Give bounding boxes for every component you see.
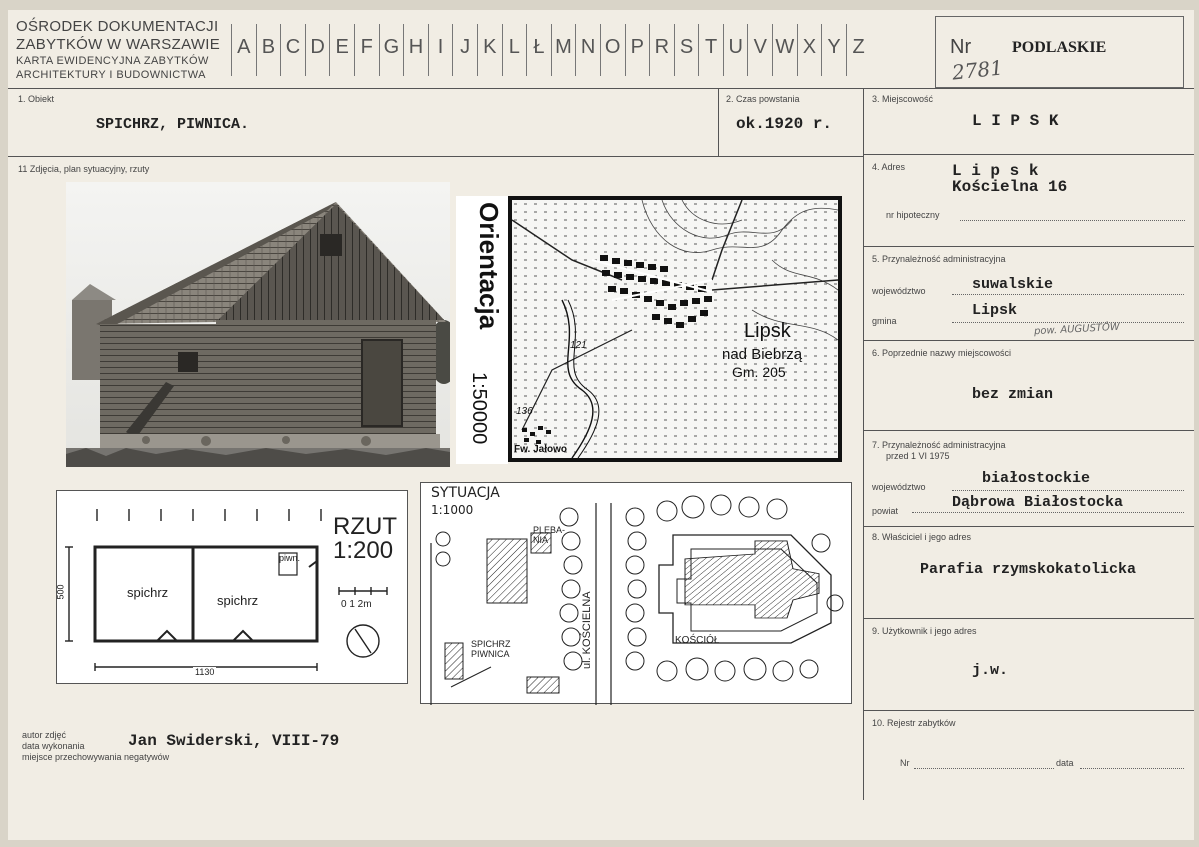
field2-value: ok.1920 r.: [736, 115, 833, 133]
footer-author-value: Jan Swiderski, VIII-79: [128, 732, 340, 750]
institution-line1: OŚRODEK DOKUMENTACJI: [16, 18, 219, 35]
room-1: spichrz: [127, 585, 169, 600]
divider: [863, 88, 864, 800]
dotted-line: [960, 220, 1185, 221]
alphabet-letter: W: [772, 24, 797, 76]
alphabet-index: [231, 24, 870, 76]
plan-scale: 1:200: [333, 537, 394, 564]
alphabet-letter: S: [674, 24, 699, 76]
divider: [718, 88, 719, 156]
dotted-line: [914, 768, 1054, 769]
label-street: ul. KOŚCIELNA: [581, 591, 593, 669]
field7-woj-label: województwo: [872, 482, 926, 492]
alphabet-letter: R: [649, 24, 674, 76]
map-town-sub: nad Biebrzą: [722, 346, 803, 363]
divider: [863, 430, 1194, 431]
orientation-scale-box: [460, 372, 504, 462]
dotted-line: [952, 294, 1184, 295]
dim-horizontal: 1130: [195, 667, 215, 677]
map-height-121: 121: [570, 340, 587, 351]
alphabet-letter: H: [403, 24, 428, 76]
institution-line2: ZABYTKÓW W WARSZAWIE: [16, 36, 221, 53]
divider: [863, 154, 1194, 155]
divider: [863, 340, 1194, 341]
nr-label: Nr: [950, 36, 972, 58]
record-card: [8, 10, 1194, 840]
institution-line3: KARTA EWIDENCYJNA ZABYTKÓW: [16, 55, 209, 67]
divider: [863, 526, 1194, 527]
alphabet-letter: T: [698, 24, 723, 76]
label-plebania: PLEBA-NIA: [533, 525, 566, 545]
dotted-line: [952, 322, 1184, 323]
alphabet-letter: K: [477, 24, 502, 76]
label-kosciol: KOŚCIÓŁ: [675, 635, 720, 646]
institution-line4: ARCHITEKTURY I BUDOWNICTWA: [16, 69, 206, 81]
footer-author-label: autor zdjęć: [22, 730, 67, 740]
alphabet-letter: D: [305, 24, 330, 76]
dim-vertical: 500: [55, 584, 66, 600]
field6-value: bez zmian: [972, 386, 1054, 403]
field9-label: 9. Użytkownik i jego adres: [872, 626, 977, 636]
room-piwnica: piwn.: [279, 553, 301, 563]
alphabet-letter: C: [280, 24, 305, 76]
situation-plan: [420, 482, 852, 704]
nr-handwritten: 2781: [950, 55, 1005, 85]
powiat-note: pow. AUGUSTÓW: [1033, 321, 1121, 338]
dotted-line: [912, 512, 1184, 513]
dotted-line: [952, 490, 1184, 491]
field5-woj-label: województwo: [872, 286, 926, 296]
footer-date-label: data wykonania: [22, 741, 85, 751]
field10-data-label: data: [1056, 758, 1074, 768]
divider: [863, 618, 1194, 619]
field7-woj-value: białostockie: [982, 470, 1091, 487]
scale-bar-label: 0 1 2m: [341, 599, 372, 610]
granary-photo: [66, 182, 450, 467]
field1-value: SPICHRZ, PIWNICA.: [96, 116, 250, 133]
alphabet-letter: V: [747, 24, 772, 76]
divider: [863, 246, 1194, 247]
field11-label: 11 Zdjęcia, plan sytuacyjny, rzuty: [18, 164, 150, 174]
alphabet-letter: E: [329, 24, 354, 76]
alphabet-letter: O: [600, 24, 625, 76]
field4-value-1: L i p s k: [952, 162, 1039, 180]
field6-label: 6. Poprzednie nazwy miejscowości: [872, 348, 1012, 358]
alphabet-letter: N: [575, 24, 600, 76]
orientation-title-box: [460, 202, 504, 378]
alphabet-letter: B: [256, 24, 281, 76]
photo-frame: [66, 182, 450, 467]
alphabet-letter: M: [551, 24, 576, 76]
map-town: Lipsk: [744, 320, 791, 342]
alphabet-letter: Ł: [526, 24, 551, 76]
alphabet-letter: L: [502, 24, 527, 76]
orientation-title: Orientacja: [474, 202, 504, 330]
divider: [8, 156, 863, 157]
map-gm: Gm. 205: [732, 364, 786, 380]
field7-pow-label: powiat: [872, 506, 899, 516]
field5-label: 5. Przynależność administracyjna: [872, 254, 1006, 264]
alphabet-letter: Z: [846, 24, 871, 76]
alphabet-letter: I: [428, 24, 453, 76]
field1-label: 1. Obiekt: [18, 94, 55, 104]
field3-label: 3. Miejscowość: [872, 94, 934, 104]
field9-value: j.w.: [972, 662, 1009, 679]
divider: [8, 88, 1194, 89]
situation-scale: 1:1000: [431, 503, 474, 517]
map-height-136: 136: [516, 406, 533, 417]
field7-label-2: przed 1 VI 1975: [886, 451, 950, 461]
floor-plan: [56, 490, 408, 684]
alphabet-letter: X: [797, 24, 822, 76]
room-2: spichrz: [217, 593, 259, 608]
footer-storage-label: miejsce przechowywania negatywów: [22, 752, 170, 762]
field2-label: 2. Czas powstania: [726, 94, 800, 104]
field4-value-2: Kościelna 16: [952, 178, 1068, 196]
topographic-map: [508, 196, 842, 462]
situation-drawing: [421, 483, 853, 705]
label-spichrz: SPICHRZ: [471, 639, 511, 649]
orientation-scale: 1:50000: [468, 372, 490, 445]
field4-label: 4. Adres: [872, 162, 906, 172]
field10-label: 10. Rejestr zabytków: [872, 718, 956, 728]
hipoteczny-label: nr hipoteczny: [886, 210, 940, 220]
dotted-line: [1080, 768, 1184, 769]
region-value: PODLASKIE: [1012, 39, 1107, 56]
field7-label-1: 7. Przynależność administracyjna: [872, 440, 1006, 450]
alphabet-letter: J: [452, 24, 477, 76]
alphabet-letter: P: [625, 24, 650, 76]
field3-value: L I P S K: [972, 112, 1059, 130]
field8-value: Parafia rzymskokatolicka: [920, 561, 1137, 578]
field5-gmina-label: gmina: [872, 316, 897, 326]
alphabet-letter: F: [354, 24, 379, 76]
label-piwnica: PIWNICA: [471, 649, 510, 659]
alphabet-letter: Y: [821, 24, 846, 76]
alphabet-letter: U: [723, 24, 748, 76]
plan-title: RZUT: [333, 513, 397, 540]
situation-title: SYTUACJA: [431, 485, 500, 501]
field7-pow-value: Dąbrowa Białostocka: [952, 494, 1124, 511]
field5-woj-value: suwalskie: [972, 276, 1054, 293]
field5-gmina-value: Lipsk: [972, 302, 1018, 319]
field10-nr-label: Nr: [900, 758, 910, 768]
divider: [863, 710, 1194, 711]
alphabet-letter: G: [379, 24, 404, 76]
map-fw: Fw. Jałowo: [514, 444, 567, 455]
alphabet-letter: A: [231, 24, 256, 76]
field8-label: 8. Właściciel i jego adres: [872, 532, 972, 542]
